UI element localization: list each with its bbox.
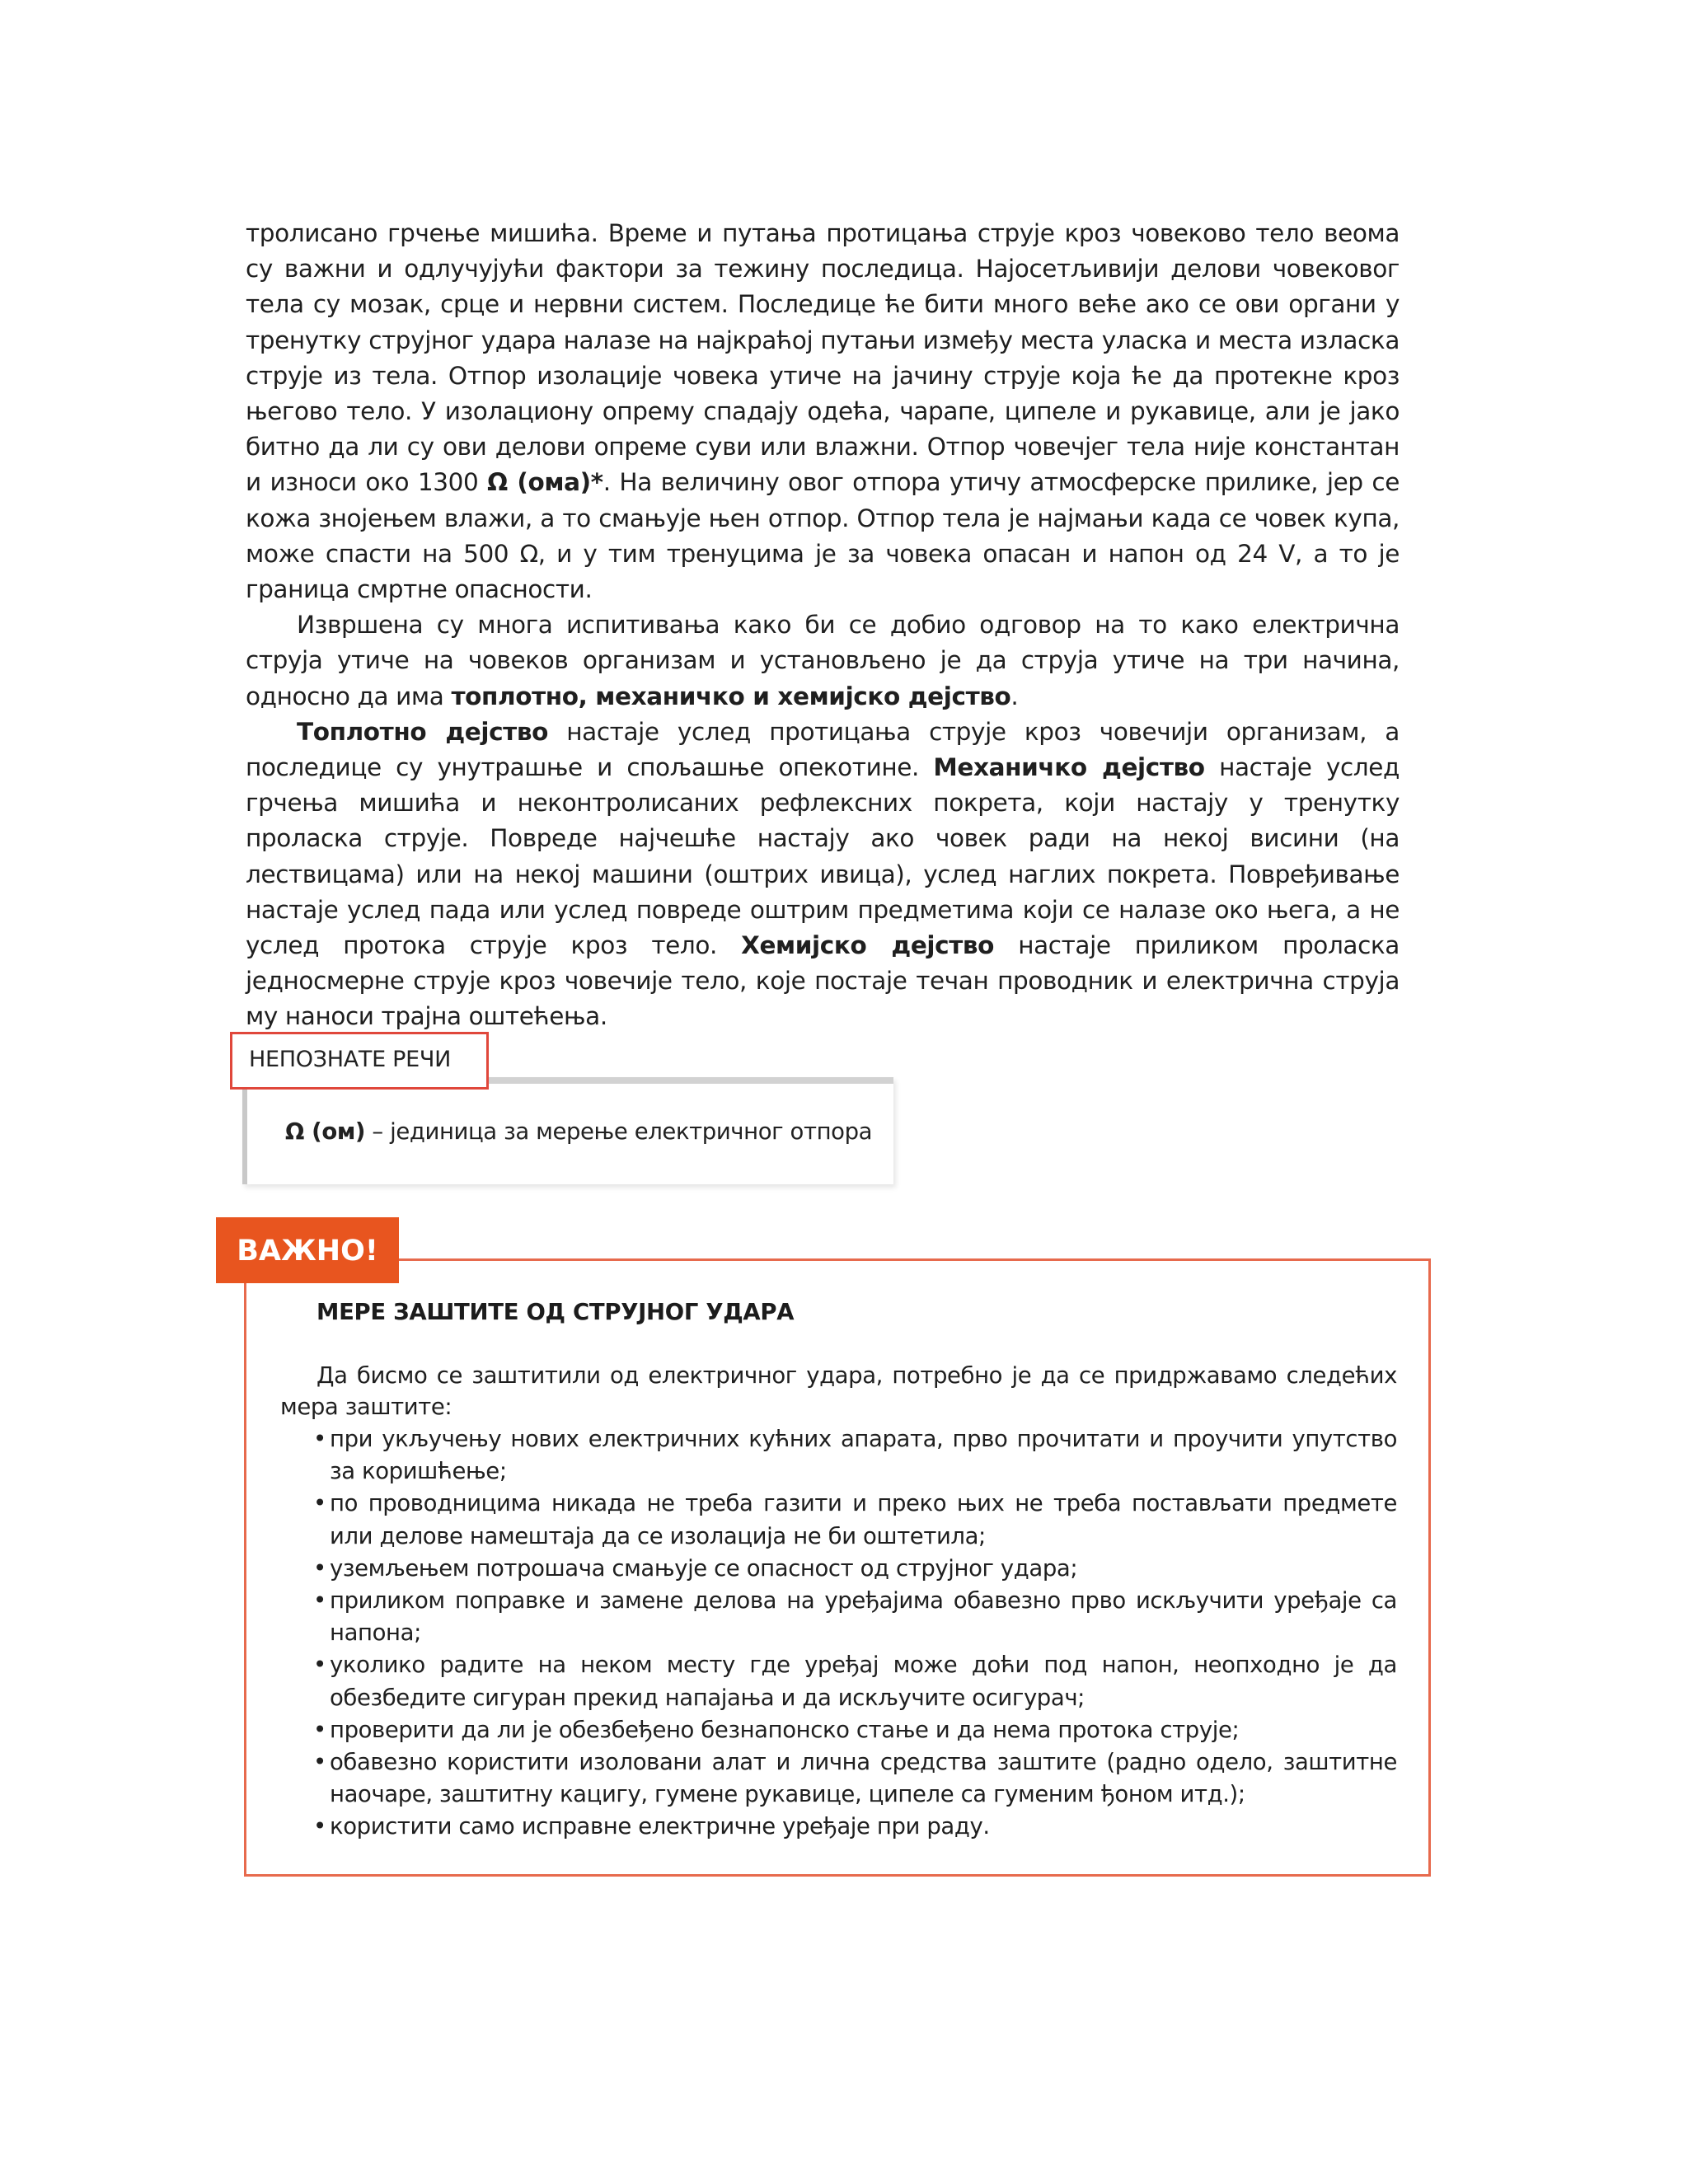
main-text [246,216,1400,1035]
bold-term: Ω (ома)* [487,468,603,497]
safety-measures-list [313,1423,1397,1844]
paragraph [246,216,1400,607]
unknown-word-term: Ω (ом) [285,1118,366,1145]
text-run: . На величину овог отпора утичу атмосферске прилике, јер се кожа знојењем влажи, а то смањује њен отпор. Отпор тела је најмањи када се човек купа, може спасти на 500 Ω, и у тим тренуцима је за човека опасан и напон од 24 V, а то је граница смртне опасности. [246,468,1400,604]
text-run: настаје услед грчења мишића и неконтролисаних рефлексних покрета, који настају у тренутку проласка струје. Повреде најчешће настају ако човек ради на некој висини (на лествицама) или на некој машини (оштрих ивица), услед наглих покрета. Повређивање настаје услед пада или услед повреде оштрим предметима који се налазе око њега, а не услед протока струје кроз тело. [246,753,1400,960]
paragraph [246,715,1400,1035]
important-heading: МЕРЕ ЗАШТИТЕ ОД СТРУЈНОГ УДАРА [316,1299,795,1325]
list-item: • приликом поправке и замене делова на уређајима обавезно прво искључити уређаје са напона; [313,1585,1397,1649]
text-run: тролисано грчење мишића. Време и путања протицања струје кроз човеково тело веома су важни и одлучујући фактори за тежину последица. Најосетљивији делови човековог тела су мозак, срце и нервни систем. Последице ће бити много веће ако се ови органи у тренутку струјног удара налазе на најкраћој путањи између места уласка и места изласка струје из тела. Отпор изолације човека утиче на јачину струје која ће да протекне кроз његово тело. У изолациону опрему спадају одећа, чарапе, ципеле и рукавице, али је јако битно да ли су ови делови опреме суви или влажни. Отпор човечјег тела није константан и износи око 1300 [246,219,1400,497]
text-run: . [1010,682,1019,710]
text-run: настаје приликом проласка једносмерне струје кроз човечије тело, које постаје течан проводник и електрична струја му наноси трајна оштећења. [246,931,1400,1031]
list-item: • користити само исправне електричне уређаје при раду. [313,1811,1397,1843]
text-run: настаје услед протицања струје кроз човечији организам, а последице су унутрашње и спољашње опекотине. [246,717,1400,782]
unknown-words-title: НЕПОЗНАТЕ РЕЧИ [230,1032,489,1090]
bold-term: Топлотно дејство [297,717,549,746]
bold-term: Механичко дејство [933,753,1205,782]
list-item: • проверити да ли је обезбеђено безнапонско стање и да нема протока струје; [313,1714,1397,1746]
list-item: • при укључењу нових електричних кућних апарата, прво прочитати и проучити упутство за коришћење; [313,1423,1397,1488]
unknown-words-definition [285,1118,872,1145]
paragraph [246,607,1400,715]
bold-term: Хемијско дејство [741,931,995,960]
list-item: • уземљењем потрошача смањује се опасност од струјног удара; [313,1553,1397,1585]
list-item: • по проводницима никада не треба газити и преко њих не треба постављати предмете или делове намештаја да се изолација не би оштетила; [313,1488,1397,1552]
important-label: ВАЖНО! [216,1217,399,1283]
bold-term: топлотно, механичко и хемијско дејство [451,682,1011,710]
list-item: • уколико радите на неком месту где уређај може доћи под напон, неопходно је да обезбедите сигуран прекид напајања и да искључите осигурач; [313,1649,1397,1713]
unknown-word-meaning: – јединица за мерење електричног отпора [365,1118,873,1145]
important-intro: Да бисмо се заштитили од електричног удара, потребно је да се придржавамо следећих мера заштите: [280,1362,1397,1420]
list-item: • обавезно користити изоловани алат и лична средства заштите (радно одело, заштитне наочаре, заштитну кацигу, гумене рукавице, ципеле са гуменим ђоном итд.); [313,1746,1397,1811]
text-run: Извршена су многа испитивања како би се добио одговор на то како електрична струја утиче на човеков организам и установљено је да струја утиче на три начина, односно да има [246,611,1400,710]
unknown-words-box [242,1077,893,1184]
